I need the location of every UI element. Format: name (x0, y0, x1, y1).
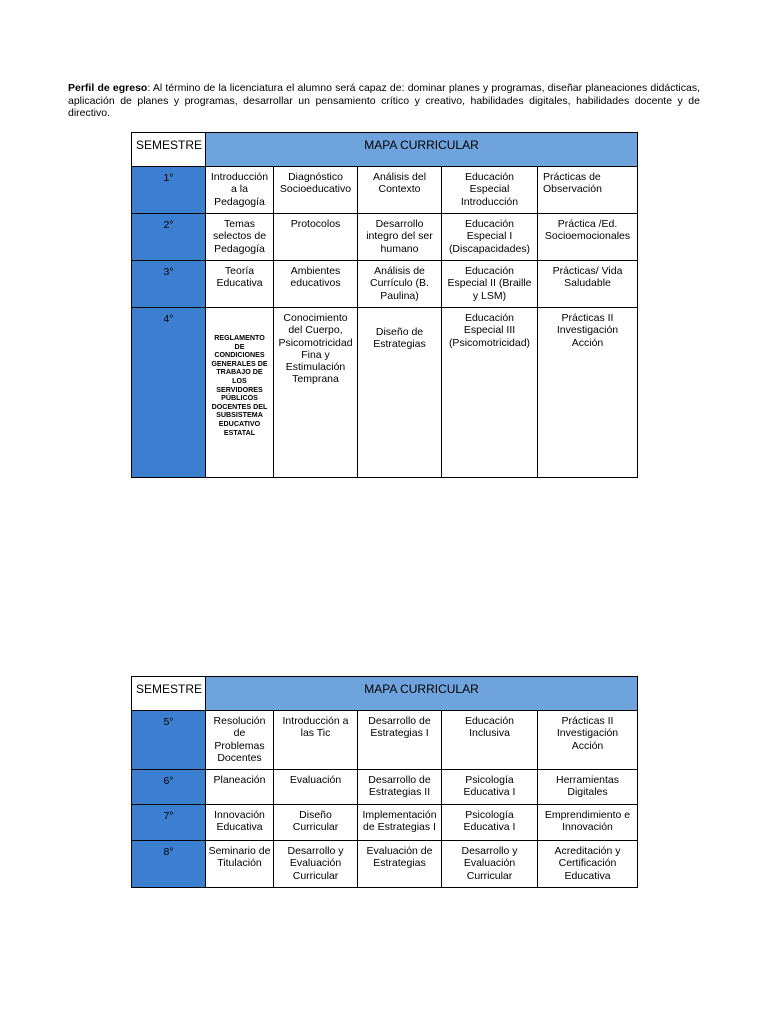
semester-header: SEMESTRE (132, 677, 206, 711)
semester-cell: 5° (132, 711, 206, 770)
subject-cell: Introducción a las Tic (274, 711, 358, 770)
subject-cell: Desarrollo de Estrategias I (358, 711, 442, 770)
table-row (132, 711, 638, 770)
subject-cell: Desarrollo y Evaluación Curricular (274, 841, 358, 888)
subject-cell: Evaluación (274, 770, 358, 805)
subject-cell (206, 308, 274, 478)
subject-cell: Evaluación de Estrategias (358, 841, 442, 888)
subject-cell: Diagnóstico Socioeducativo (274, 167, 358, 214)
curriculum-table-2 (131, 676, 638, 888)
profile-label: Perfil de egreso (68, 82, 148, 94)
subject-cell: Planeación (206, 770, 274, 805)
table-row (132, 261, 638, 308)
subject-cell: Temas selectos de Pedagogía (206, 214, 274, 261)
subject-cell: Prácticas II Investigación Acción (538, 711, 638, 770)
subject-cell: Análisis del Contexto (358, 167, 442, 214)
semester-cell: 1° (132, 167, 206, 214)
subject-cell: Práctica /Ed. Socioemocionales (538, 214, 638, 261)
subject-cell: Protocolos (274, 214, 358, 261)
subject-cell: Desarrollo y Evaluación Curricular (442, 841, 538, 888)
subject-cell: Diseño Curricular (274, 805, 358, 841)
semester-cell: 4° (132, 308, 206, 478)
subject-cell: Acreditación y Certificación Educativa (538, 841, 638, 888)
table-row (132, 770, 638, 805)
subject-cell: Emprendimiento e Innovación (538, 805, 638, 841)
table-row (132, 841, 638, 888)
table-row (132, 167, 638, 214)
subject-cell: Educación Especial III (Psicomotricidad) (442, 308, 538, 478)
semester-cell: 6° (132, 770, 206, 805)
subject-cell: Desarrollo de Estrategias II (358, 770, 442, 805)
subject-cell: Educación Especial Introducción (442, 167, 538, 214)
subject-cell: Conocimiento del Cuerpo, Psicomotricidad Fina y Estimulación Temprana (274, 308, 358, 478)
subject-cell: Herramientas Digitales (538, 770, 638, 805)
subject-cell: Resolución de Problemas Docentes (206, 711, 274, 770)
subject-cell: Desarrollo integro del ser humano (358, 214, 442, 261)
table-row (132, 308, 638, 478)
subject-cell: Seminario de Titulación (206, 841, 274, 888)
subject-cell: Teoría Educativa (206, 261, 274, 308)
semester-header: SEMESTRE (132, 133, 206, 167)
profile-paragraph (68, 82, 700, 120)
subject-cell: Educación Especial I (Discapacidades) (442, 214, 538, 261)
regulation-text: REGLAMENTO DE CONDICIONES GENERALES DE TRABAJO DE LOS SERVIDORES PÚBLICOS DOCENTES DEL SUBSISTEMA EDUCATIVO ESTATAL (211, 333, 268, 437)
subject-cell: Prácticas II Investigación Acción (538, 308, 638, 478)
subject-cell: Diseño de Estrategias (358, 308, 442, 478)
subject-cell: Análisis de Currículo (B. Paulina) (358, 261, 442, 308)
subject-cell: Educación Inclusiva (442, 711, 538, 770)
subject-cell: Psicología Educativa I (442, 805, 538, 841)
subject-cell: Innovación Educativa (206, 805, 274, 841)
table-row (132, 805, 638, 841)
subject-cell: Educación Especial II (Braille y LSM) (442, 261, 538, 308)
semester-cell: 7° (132, 805, 206, 841)
semester-cell: 3° (132, 261, 206, 308)
curriculum-map-header: MAPA CURRICULAR (206, 133, 638, 167)
curriculum-table-1 (131, 132, 638, 478)
subject-cell: Implementación de Estrategias I (358, 805, 442, 841)
table-header-row (132, 677, 638, 711)
table-row (132, 214, 638, 261)
subject-cell: Prácticas/ Vida Saludable (538, 261, 638, 308)
subject-cell: Psicología Educativa I (442, 770, 538, 805)
table-header-row (132, 133, 638, 167)
profile-text: : Al término de la licenciatura el alumno será capaz de: dominar planes y programas, diseñar planeaciones didácticas, aplicación de planes y programas, desarrollar un pensamiento crítico y creativo, habilidades digitales, habilidades docente y de directivo. (68, 82, 700, 119)
subject-cell: Introducción a la Pedagogía (206, 167, 274, 214)
curriculum-map-header: MAPA CURRICULAR (206, 677, 638, 711)
semester-cell: 8° (132, 841, 206, 888)
subject-cell: Ambientes educativos (274, 261, 358, 308)
semester-cell: 2° (132, 214, 206, 261)
subject-cell: Prácticas de Observación (538, 167, 638, 214)
